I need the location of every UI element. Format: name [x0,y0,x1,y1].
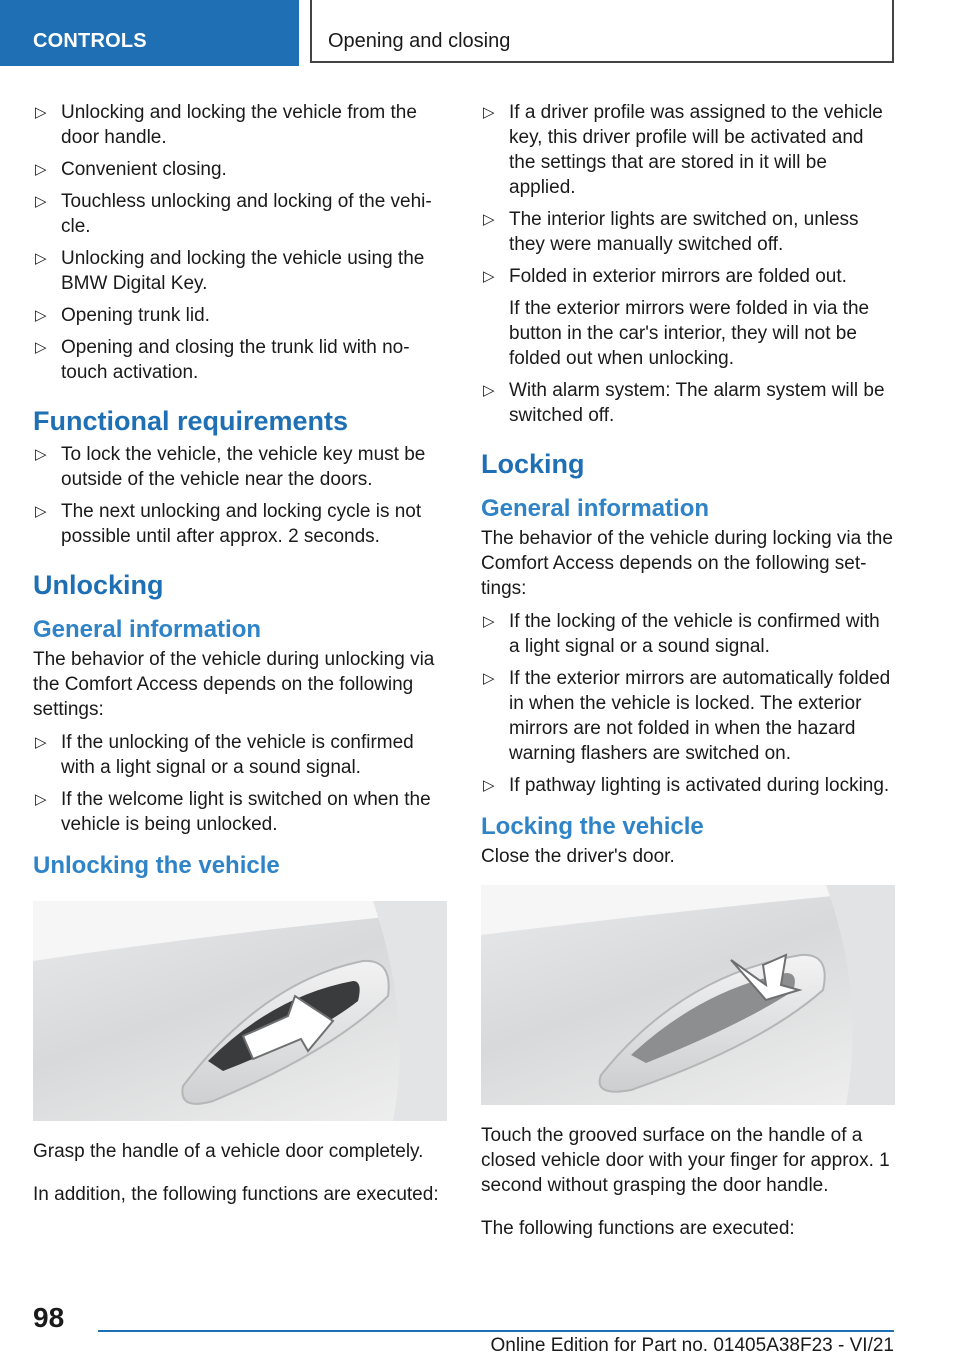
list-item: ▷ If the locking of the vehicle is confirmed with a light signal or a sound signal. [483,611,880,657]
list-item: ▷ The interior lights are switched on, unless they were manually switched off. [483,209,859,255]
bullet-triangle-icon: ▷ [483,211,495,228]
bullet-triangle-icon: ▷ [35,791,47,808]
bullet-triangle-icon: ▷ [35,734,47,751]
chapter-title: Opening and closing [328,30,511,52]
bullet-triangle-icon: ▷ [35,339,47,356]
locking-heading: Locking [481,449,585,479]
locking-settings-list [481,609,895,798]
unlocking-settings-list [33,730,447,837]
intro-bullet-list [33,100,447,385]
bullet-triangle-icon: ▷ [483,382,495,399]
bullet-triangle-icon: ▷ [35,307,47,324]
unlocking-vehicle-heading: Unlocking the vehicle [33,852,280,879]
bullet-triangle-icon: ▷ [483,104,495,121]
list-item: ▷ To lock the vehicle, the vehicle key must be outside of the vehicle near the doors. [35,444,426,490]
grasp-handle-text: Grasp the handle of a vehicle door completely. [33,1141,424,1162]
unlock-functions-list [481,100,895,428]
bullet-triangle-icon: ▷ [35,250,47,267]
bullet-triangle-icon: ▷ [35,193,47,210]
following-functions-text: The following functions are executed: [481,1218,795,1239]
list-item: ▷ If the unlocking of the vehicle is confirmed with a light signal or a sound signal. [35,732,414,778]
locking-vehicle-heading: Locking the vehicle [481,813,704,840]
list-item-note: If the exterior mirrors were folded in via the button in the car's interior, they will not be folded out when unlocking. [509,298,870,369]
locking-general-info-heading: General information [481,495,710,522]
bullet-triangle-icon: ▷ [35,104,47,121]
bullet-triangle-icon: ▷ [483,613,495,630]
list-item: ▷ With alarm system: The alarm system will be switched off. [483,380,885,426]
list-item: ▷ Unlocking and locking the vehicle from the door handle. [35,102,417,148]
list-item: ▷ If a driver profile was assigned to the vehicle key, this driver profile will be activated and the settings that are stored in it will be applied. [483,102,883,198]
functional-requirements-heading: Functional requirements [33,406,349,436]
touch-handle-text: Touch the grooved surface on the handle of a closed vehicle door with your finger for approx. 1 second without grasping the door handle. [481,1125,890,1196]
list-item: ▷ The next unlocking and locking cycle is not possible until after approx. 2 seconds. [35,501,422,547]
list-item: ▷ If the exterior mirrors are automatically folded in when the vehicle is locked. The exterior mirrors are not folded in when the hazard warning flashers are switched on. [483,668,891,764]
list-item: ▷ Opening and closing the trunk lid with no-touch activation. [35,337,410,383]
list-item: ▷ Opening trunk lid. [35,305,210,326]
chapter-tab [310,0,894,63]
unlocking-heading: Unlocking [33,570,164,600]
bullet-triangle-icon: ▷ [483,670,495,687]
footer-divider [98,1330,894,1332]
unlocking-general-info-text: The behavior of the vehicle during unlocking via the Comfort Access depends on the following settings: [33,649,435,720]
left-column [33,100,447,1215]
list-item: ▷ If pathway lighting is activated during locking. [483,775,890,796]
edition-text: Online Edition for Part no. 01405A38F23 - VI/21 [490,1335,894,1356]
list-item: ▷ Convenient closing. [35,159,227,180]
additional-functions-text: In addition, the following functions are executed: [33,1184,439,1205]
right-column [481,100,895,1249]
door-handle-touch-illustration [481,885,895,1105]
unlocking-general-info-heading: General information [33,616,262,643]
bullet-triangle-icon: ▷ [483,777,495,794]
list-item: ▷ If the welcome light is switched on when the vehicle is being unlocked. [35,789,431,835]
list-item: ▷ Folded in exterior mirrors are folded out. If the exterior mirrors were folded in via the button in the car's interior, they will not be folded out when unlocking. [481,264,895,371]
functional-bullet-list [33,442,447,549]
bullet-triangle-icon: ▷ [483,268,495,285]
section-tab [0,0,299,66]
section-title: CONTROLS [33,30,147,52]
bullet-triangle-icon: ▷ [35,503,47,520]
page-number: 98 [33,1302,65,1333]
list-item: ▷ Touchless unlocking and locking of the vehi‐cle. [35,191,432,237]
bullet-triangle-icon: ▷ [35,161,47,178]
close-door-text: Close the driver's door. [481,846,675,867]
door-handle-illustration [33,901,447,1121]
door-handle-grasp-illustration [33,901,447,1121]
locking-general-info-text: The behavior of the vehicle during locking via the Comfort Access depends on the following set‐tings: [481,528,893,599]
list-item: ▷ Unlocking and locking the vehicle using the BMW Digital Key. [35,248,425,294]
door-handle-touch-svg [481,885,895,1105]
bullet-triangle-icon: ▷ [35,446,47,463]
